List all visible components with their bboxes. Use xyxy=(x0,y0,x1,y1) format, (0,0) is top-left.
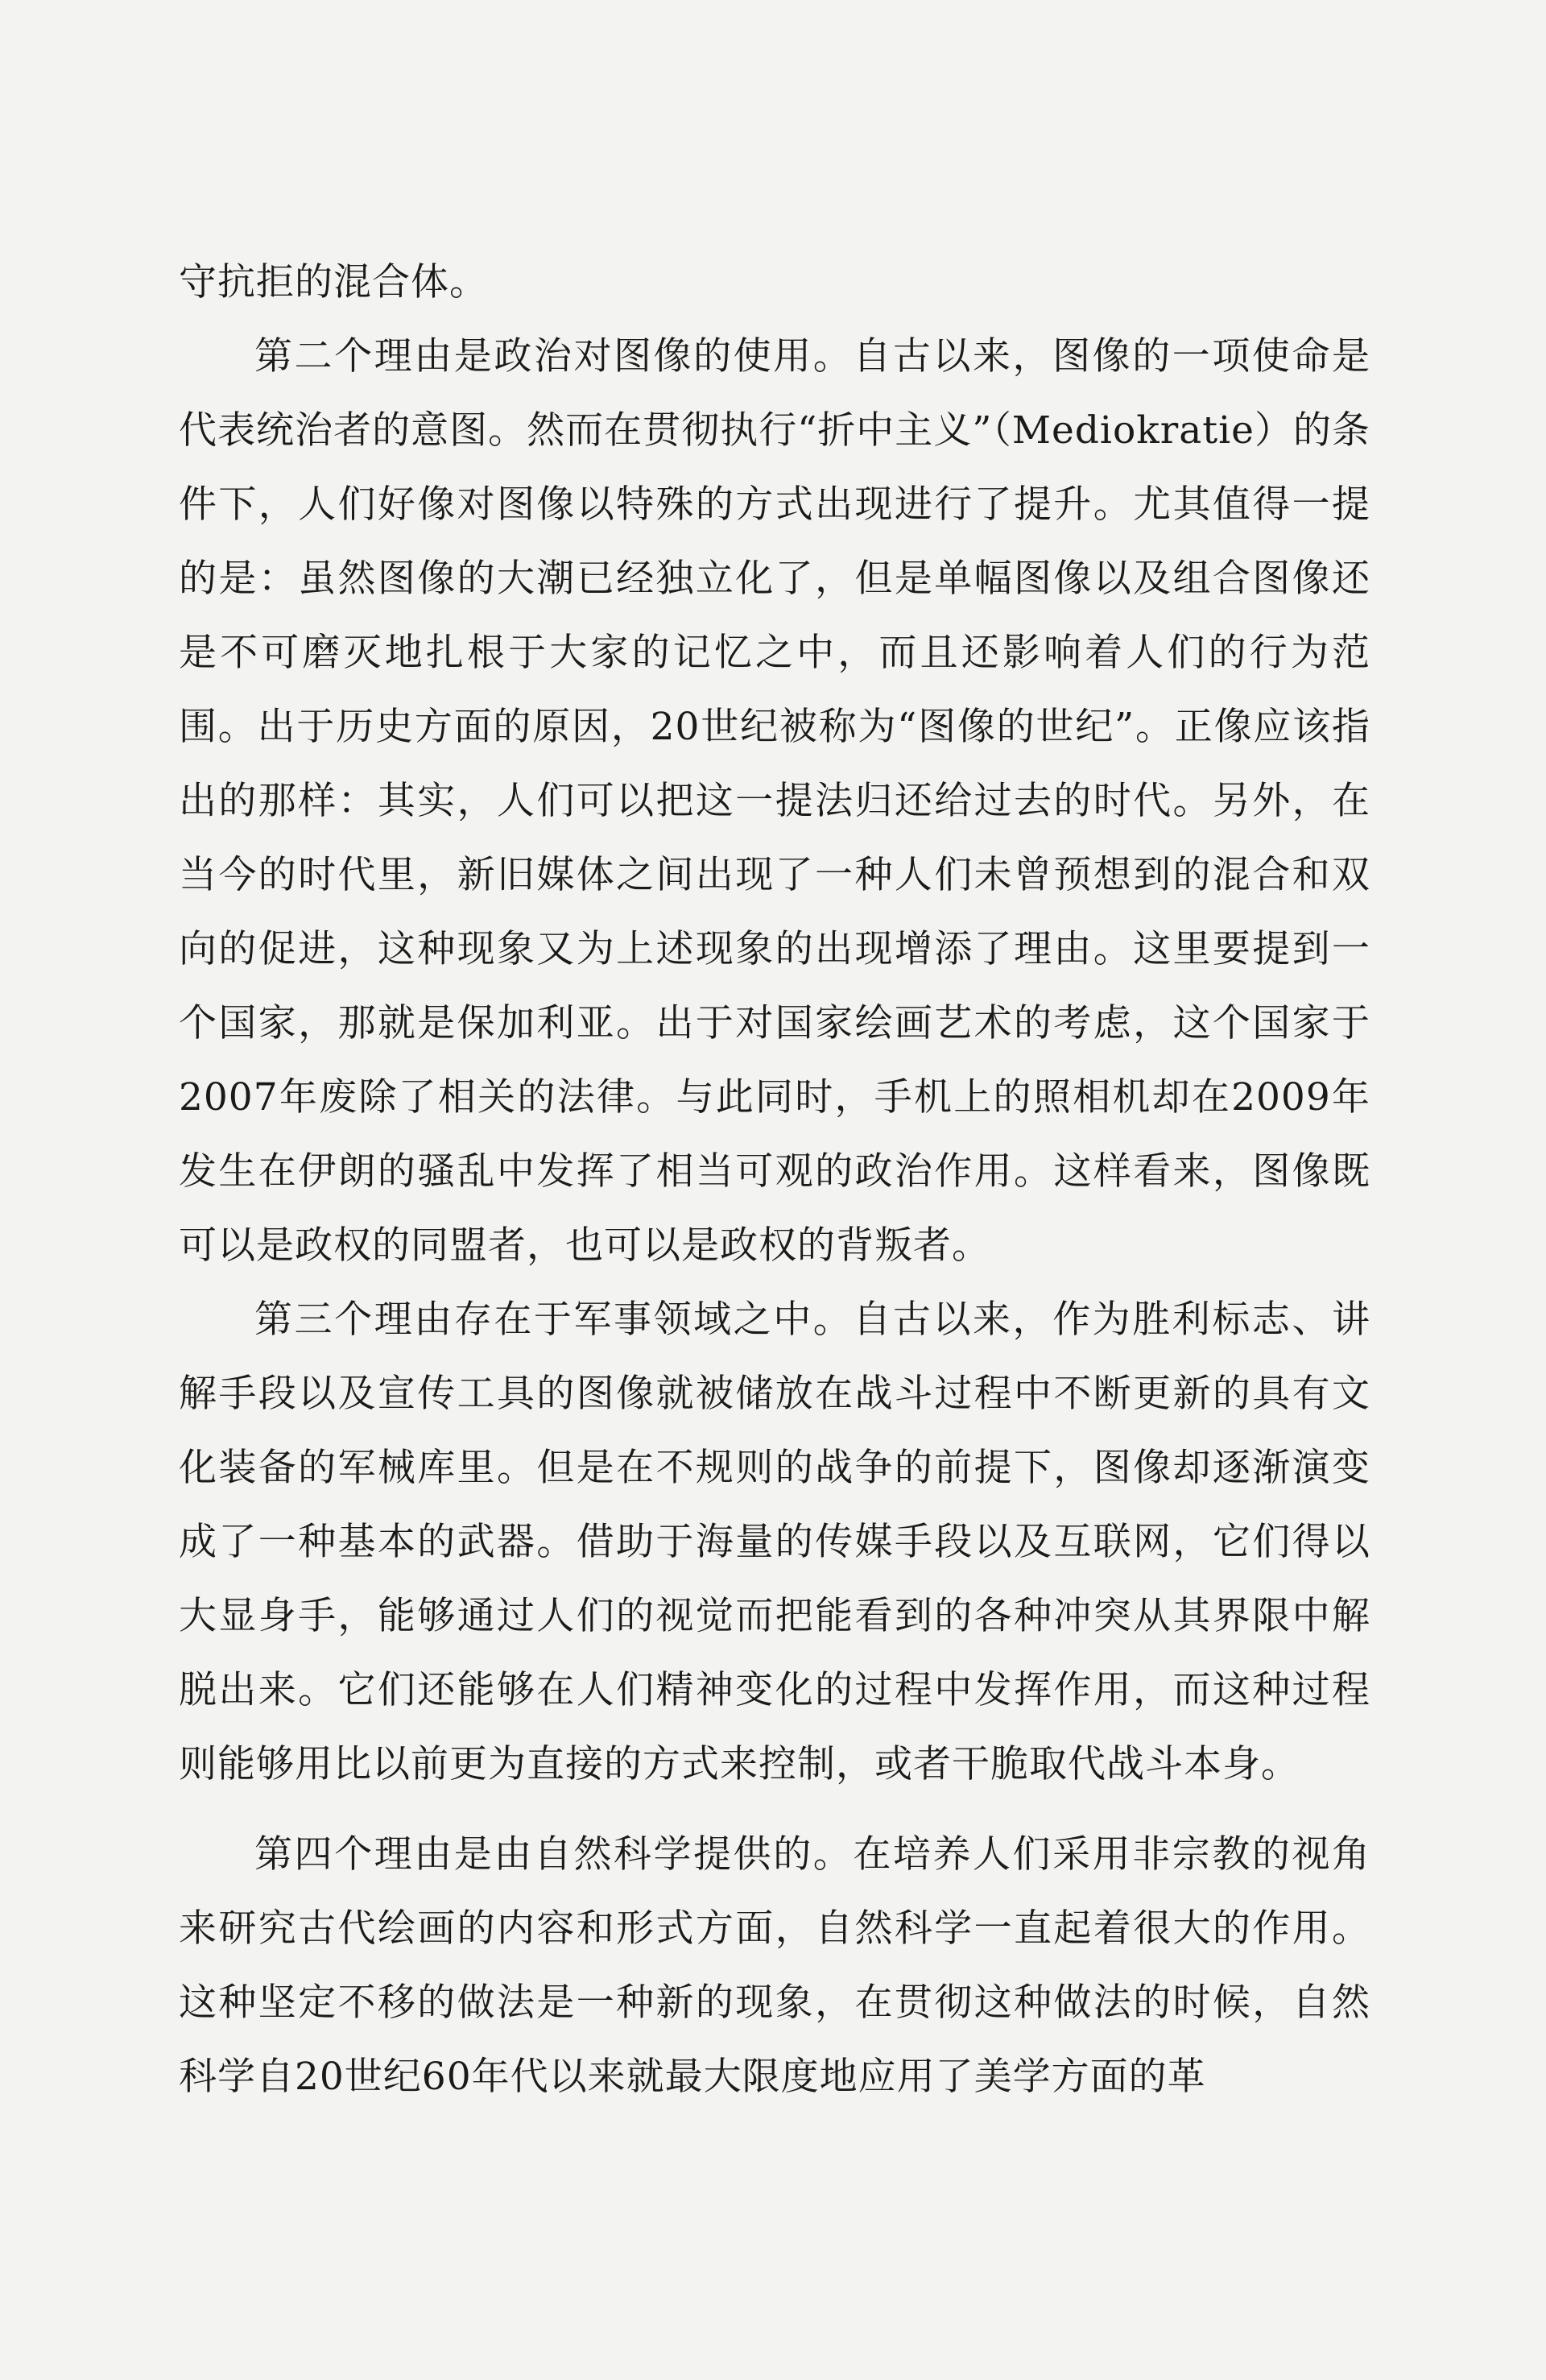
paragraph-second-reason: 第二个理由是政治对图像的使用。自古以来，图像的一项使命是代表统治者的意图。然而在贯彻执行“折中主义”（Mediokratie）的条件下，人们好像对图像以特殊的方式出现进行了提升。尤其值得一提的是：虽然图像的大潮已经独立化了，但是单幅图像以及组合图像还是不可磨灭地扎根于大家的记忆之中，而且还影响着人们的行为范围。出于历史方面的原因，20世纪被称为“图像的世纪”。正像应该指出的那样：其实，人们可以把这一提法归还给过去的时代。另外，在当今的时代里，新旧媒体之间出现了一种人们未曾预想到的混合和双向的促进，这种现象又为上述现象的出现增添了理由。这里要提到一个国家，那就是保加利亚。出于对国家绘画艺术的考虑，这个国家于2007年废除了相关的法律。与此同时，手机上的照相机却在2009年发生在伊朗的骚乱中发挥了相当可观的政治作用。这样看来，图像既可以是政权的同盟者，也可以是政权的背叛者。 xyxy=(179,334,1370,1268)
paragraph-fourth-reason: 第四个理由是由自然科学提供的。在培养人们采用非宗教的视角来研究古代绘画的内容和形式方面，自然科学一直起着很大的作用。这种坚定不移的做法是一种新的现象，在贯彻这种做法的时候，自然科学自20世纪60年代以来就最大限度地应用了美学方面的革 xyxy=(179,1832,1370,2099)
page-body-text xyxy=(179,246,1370,2114)
paragraph-third-reason: 第三个理由存在于军事领域之中。自古以来，作为胜利标志、讲解手段以及宣传工具的图像就被储放在战斗过程中不断更新的具有文化装备的军械库里。但是在不规则的战争的前提下，图像却逐渐演变成了一种基本的武器。借助于海量的传媒手段以及互联网，它们得以大显身手，能够通过人们的视觉而把能看到的各种冲突从其界限中解脱出来。它们还能够在人们精神变化的过程中发挥作用，而这种过程则能够用比以前更为直接的方式来控制，或者干脆取代战斗本身。 xyxy=(179,1298,1370,1786)
paragraph-continuation: 守抗拒的混合体。 xyxy=(179,260,488,304)
